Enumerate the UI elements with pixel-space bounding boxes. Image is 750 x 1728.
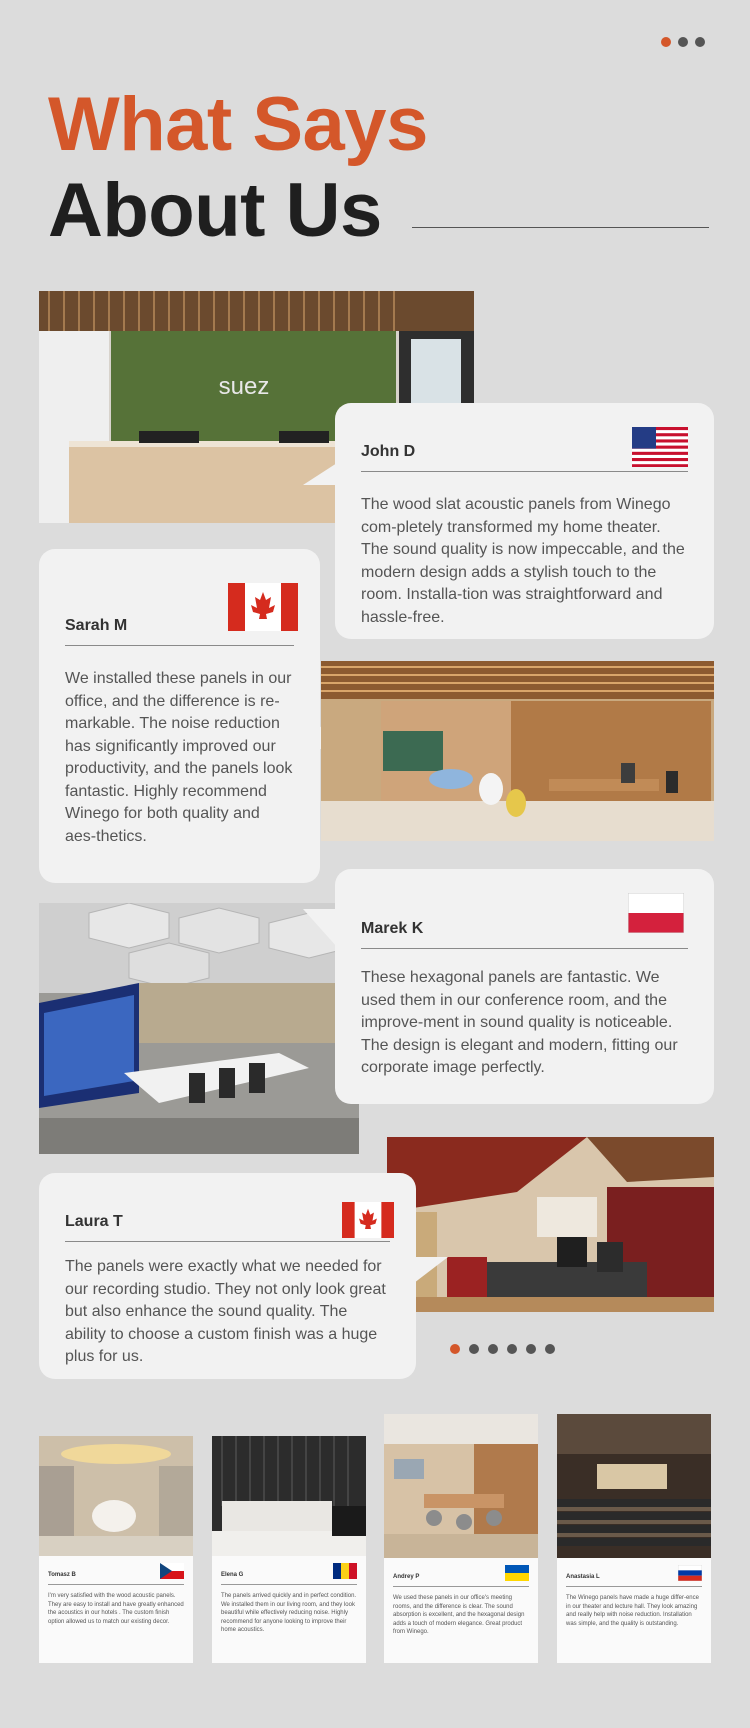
- card-pointer: [414, 1257, 448, 1283]
- card-divider: [361, 471, 688, 472]
- card-divider: [221, 1584, 357, 1585]
- canada-flag-icon: [342, 1202, 394, 1238]
- reviewer-name: Tomasz B: [48, 1572, 76, 1578]
- romania-flag-icon: [333, 1563, 357, 1579]
- testimonial-card: [335, 869, 714, 1104]
- reviewer-name: Anastasia L: [566, 1574, 600, 1580]
- ukraine-flag-icon: [505, 1565, 529, 1581]
- reviewer-name: John D: [361, 443, 416, 460]
- carousel-dots-mid: [450, 1344, 555, 1354]
- review-text: We installed these panels in our office, and the difference is re-markable. The noise reduction has significantly improved our productivity, and the panels look fantastic. Highly recommend Winego for both quality and aes-thetics.: [65, 670, 293, 845]
- reviewer-name: Sarah M: [65, 617, 128, 634]
- card-divider: [566, 1586, 702, 1587]
- card-pointer: [303, 909, 337, 947]
- card-divider: [361, 948, 688, 949]
- card-divider: [48, 1584, 184, 1585]
- carousel-dot[interactable]: [488, 1344, 498, 1354]
- card-divider: [65, 1241, 390, 1242]
- page-title: [48, 82, 428, 254]
- us-flag-icon: [632, 427, 688, 467]
- mini-photo-theater: [557, 1414, 711, 1558]
- russia-flag-icon: [678, 1565, 702, 1581]
- poland-flag-icon: [628, 893, 684, 933]
- review-text: The Winego panels have made a huge differ-ence in our theater and lecture hall. They look amazing and really help with noise reduction. Installation was simple, and the quality is outstanding.: [566, 1595, 699, 1627]
- carousel-dot[interactable]: [450, 1344, 460, 1354]
- photo-studio: [387, 1137, 714, 1312]
- mini-photo-meeting-room: [384, 1414, 538, 1558]
- mini-testimonial-card: [212, 1436, 366, 1663]
- review-text: These hexagonal panels are fantastic. We used them in our conference room, and the improve-ment in sound quality is noticeable. The design is elegant and modern, fitting our corporate image perfectly.: [361, 969, 678, 1076]
- carousel-dot[interactable]: [695, 37, 705, 47]
- title-line-2: About Us: [48, 168, 382, 253]
- reviewer-name: Elena G: [221, 1572, 244, 1578]
- testimonial-card: [335, 403, 714, 639]
- suez-logo: suez: [218, 373, 270, 400]
- mini-testimonial-card: [39, 1436, 193, 1663]
- mini-photo-living-room: [212, 1436, 366, 1556]
- czech-flag-icon: [160, 1563, 184, 1579]
- reviewer-name: Laura T: [65, 1213, 123, 1230]
- carousel-dots-top: [661, 37, 705, 47]
- card-divider: [393, 1586, 529, 1587]
- reviewer-name: Andrey P: [393, 1574, 420, 1580]
- reviewer-name: Marek K: [361, 920, 424, 937]
- canada-flag-icon: [228, 583, 298, 631]
- review-text: We used these panels in our office's meeting rooms, and the difference is clear. The sound absorption is excellent, and the hexagonal design adds a touch of modern elegance. Great product from Winego.: [393, 1595, 525, 1635]
- title-divider: [412, 227, 709, 228]
- carousel-dot[interactable]: [469, 1344, 479, 1354]
- carousel-dot[interactable]: [507, 1344, 517, 1354]
- testimonial-card: [39, 1173, 416, 1379]
- carousel-dot[interactable]: [526, 1344, 536, 1354]
- review-text: I'm very satisfied with the wood acoustic panels. They are easy to install and have greatly enhanced the acoustics in our hotels . The custom finish option allowed us to match our existing decor.: [48, 1593, 184, 1625]
- card-divider: [65, 645, 294, 646]
- mini-testimonial-card: [384, 1414, 538, 1663]
- mini-photo-hotel: [39, 1436, 193, 1556]
- mini-testimonial-card: [557, 1414, 711, 1663]
- review-text: The wood slat acoustic panels from Winego com-pletely transformed my home theater. The sound quality is now impeccable, and the modern design adds a stylish touch to the room. Installa-tion was straightforward and hassle-free.: [361, 496, 685, 626]
- carousel-dot[interactable]: [545, 1344, 555, 1354]
- carousel-dot[interactable]: [678, 37, 688, 47]
- carousel-dot[interactable]: [661, 37, 671, 47]
- review-text: The panels were exactly what we needed for our recording studio. They not only look great but also enhance the sound quality. The ability to choose a custom finish was a huge plus for us.: [65, 1258, 386, 1365]
- review-text: The panels arrived quickly and in perfect condition. We installed them in our living room, and they look beautiful while effectively reducing noise. Highly recommend for anyone looking to improve their home acoustics.: [221, 1593, 357, 1633]
- photo-office: [321, 661, 714, 841]
- testimonial-card: [39, 549, 320, 883]
- card-pointer: [303, 463, 337, 485]
- title-line-1: What Says: [48, 82, 428, 167]
